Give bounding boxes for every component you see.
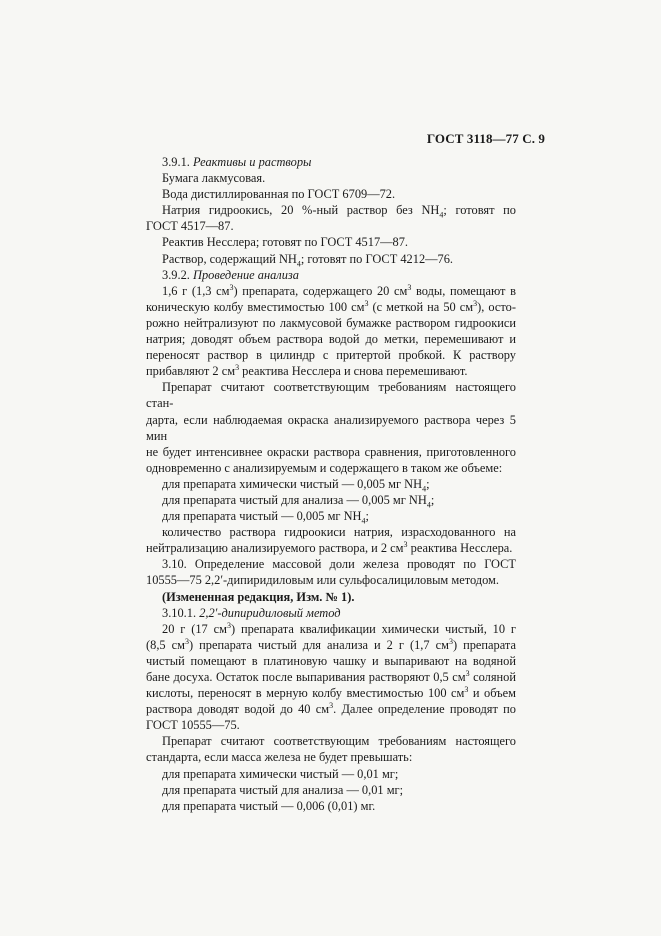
paragraph-nessler-reagent: Реактив Несслера; готовят по ГОСТ 4517—87.	[162, 235, 409, 250]
amendment-note: (Измененная редакция, Изм. № 1).	[162, 589, 355, 604]
list-item-chemically-pure-iron: для препарата химически чистый — 0,01 мг;	[162, 766, 399, 781]
paragraph-naoh-amount: количество раствора гидроокиси натрия, израсходованного на нейтрализацию анализируемого раствора, и 2 $см^3$ реактива Несслера.	[146, 525, 516, 556]
list-item-analytical-grade-nh4: для препарата чистый для анализа — 0,005 мг $NH_4$;	[162, 492, 435, 510]
paragraph-section-3-10: 3.10. Определение массовой доли железа проводят по ГОСТ 10555—75 2,2′-дипиридиловым или сульфосалициловым методом.	[146, 557, 516, 588]
section-3-9-2-heading: 3.9.2. Проведение анализа	[162, 267, 299, 282]
document-body	[146, 154, 516, 814]
paragraph-litmus-paper: Бумага лакмусовая.	[162, 171, 266, 186]
paragraph-iron-procedure: 20 г (17 $см^3$) препарата квалификации химически чистый, 10 г (8,5 $см^3$) препарата чистый для анализа и 2 г (1,7 $см^3$) препарата чистый помещают в платиновую чашку и выпаривают на водяной бане досуха. Остаток после выпаривания растворяют 0,5 $см^3$ соляной кислоты, переносят в мерную колбу вместимостью 100 $см^3$ и объем раствора доводят водой до 40 $см^3$. Далее определение проводят по ГОСТ 10555—75.	[146, 620, 517, 733]
paragraph-nh4-solution: Раствор, содержащий $NH_4$; готовят по ГОСТ 4212—76.	[162, 251, 454, 269]
list-item-pure-iron: для препарата чистый — 0,006 (0,01) мг.	[162, 798, 376, 813]
paragraph-acceptance-criteria-nh4: Препарат считают соответствующим требованиям настоящего стан- дарта, если наблюдаемая окраска анализируемого раствора через 5 мин не будет интенсивнее окраски раствора сравнения, приготовленного одновременно с анализируемым и содержащего в таком же объеме:	[146, 380, 516, 475]
page-header: ГОСТ 3118—77 С. 9	[426, 131, 545, 146]
paragraph-analysis-procedure: 1,6 г (1,3 $см^3$) препарата, содержащего 20 $см^3$ воды, помещают в коническую колбу вместимостью 100 $см^3$ (с меткой на 50 $см^3$), осто- рожно нейтрализуют по лакмусовой бумажке раствором гидроокиси натрия; доводят объем раствора водой до метки, перемешивают и переносят раствор в цилиндр с притертой пробкой. К раствору прибавляют 2 $см^3$ реактива Несслера и снова перемешивают.	[146, 282, 516, 379]
paragraph-distilled-water: Вода дистиллированная по ГОСТ 6709—72.	[162, 187, 396, 202]
section-3-9-1-heading: 3.9.1. Реактивы и растворы	[162, 155, 312, 169]
list-item-pure-nh4: для препарата чистый — 0,005 мг $NH_4$;	[162, 509, 369, 526]
list-item-chemically-pure-nh4: для препарата химически чистый — 0,005 мг $NH_4$;	[162, 476, 430, 494]
section-3-10-1-heading: 3.10.1. 2,2′-дипиридиловый метод	[162, 605, 341, 620]
paragraph-sodium-hydroxide: Натрия гидроокись, 20 %-ный раствор без $NH_4$; готовят по ГОСТ 4517—87.	[146, 203, 516, 234]
paragraph-acceptance-criteria-iron: Препарат считают соответствующим требованиям настоящего стандарта, если масса железа не будет превышать:	[146, 734, 516, 765]
list-item-analytical-grade-iron: для препарата чистый для анализа — 0,01 мг;	[162, 782, 404, 797]
